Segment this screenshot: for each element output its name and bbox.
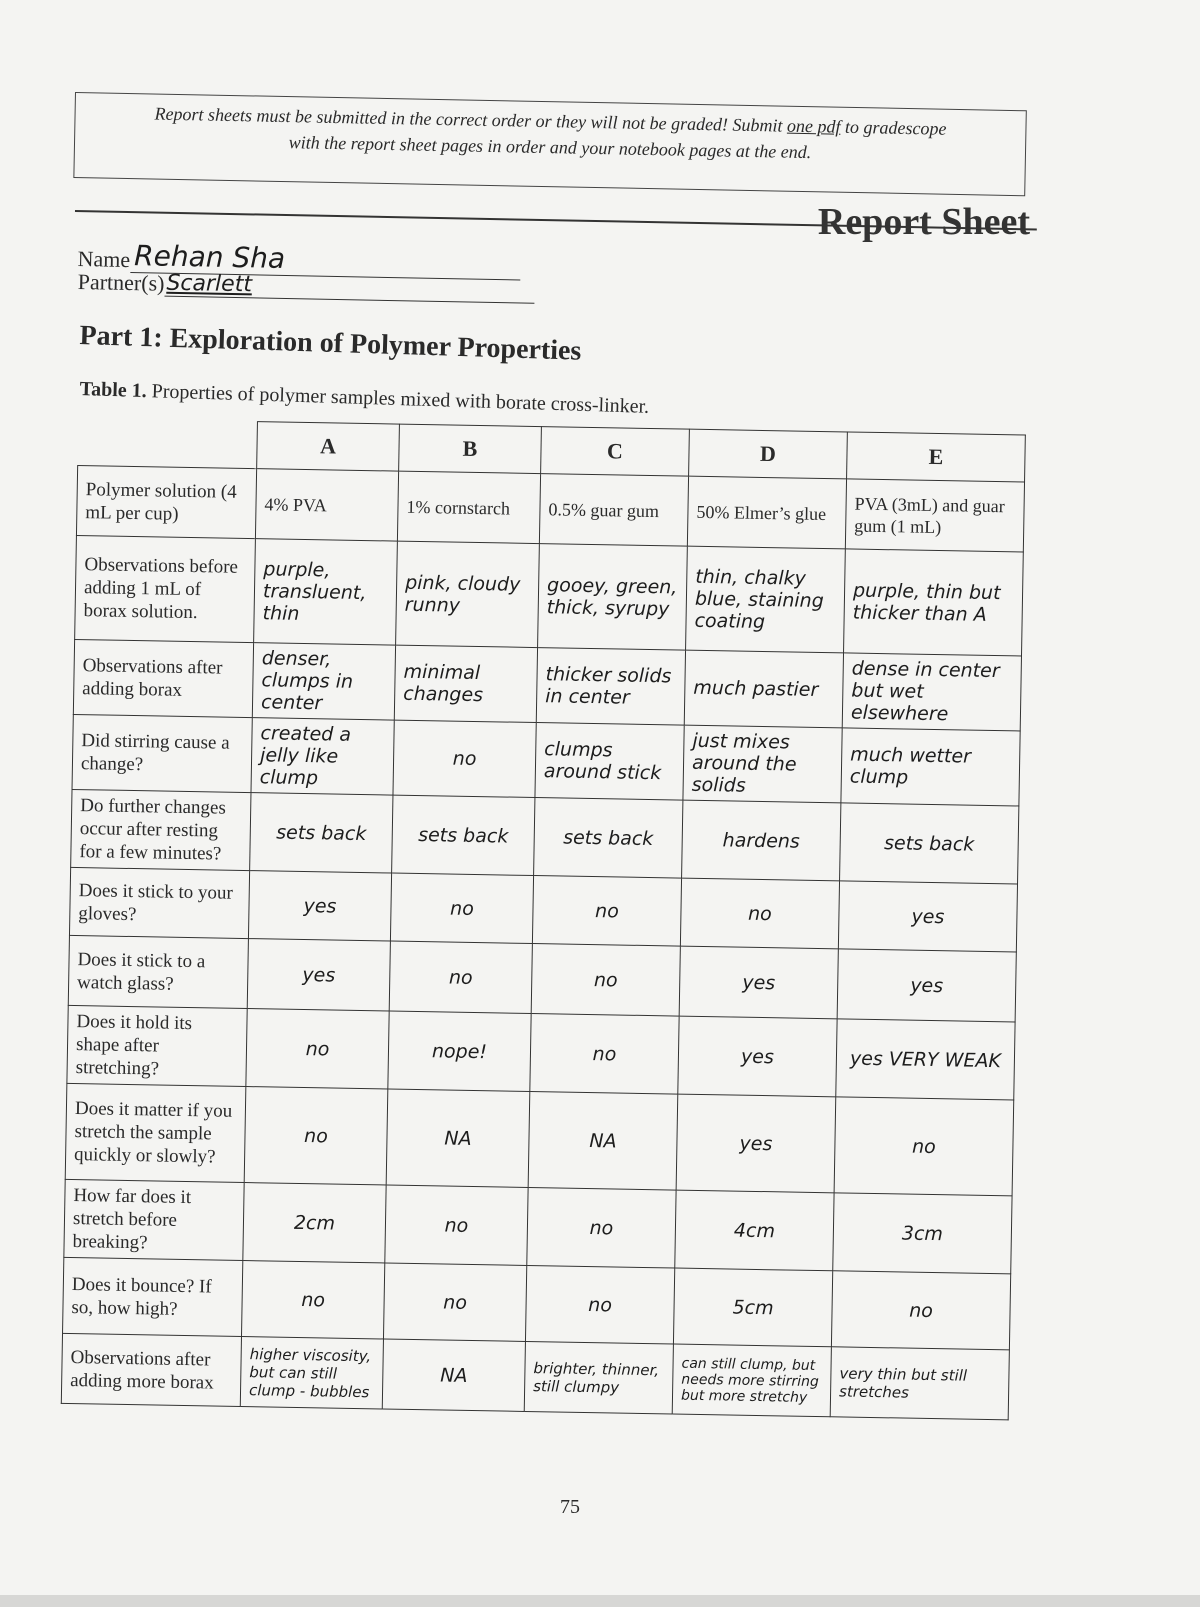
table-caption-text: Properties of polymer samples mixed with borate cross-linker. [146,380,650,418]
properties-table [61,418,1026,1420]
handwritten-cell: pink, cloudy runny [396,541,540,647]
handwritten-cell: no [530,1013,679,1094]
row-question: Does it stick to your gloves? [69,867,249,938]
handwritten-cell: no [241,1261,384,1339]
handwritten-cell: 2cm [243,1183,386,1263]
row-question: Does it bounce? If so, how high? [63,1257,243,1336]
handwritten-cell: hardens [682,800,841,881]
handwritten-cell: no [834,1097,1014,1196]
notice-line-2: with the report sheet pages in order and your notebook pages at the end. [288,132,812,163]
part-title: Part 1: Exploration of Polymer Properties [79,320,582,367]
name-value: Rehan Sha [133,239,286,275]
handwritten-cell: NA [382,1339,525,1411]
handwritten-cell: nope! [388,1011,531,1091]
table-row [65,1083,1014,1196]
partner-value: Scarlett [166,270,253,298]
handwritten-cell: no [385,1185,528,1265]
handwritten-cell: thin, chalky blue, staining coating [686,546,846,653]
handwritten-cell: minimal changes [394,645,537,722]
handwritten-cell: dense in center but wet elsewhere [842,653,1021,731]
column-header: B [399,424,542,473]
properties-table-wrapper [61,418,1026,1420]
handwritten-cell: no [525,1265,674,1344]
handwritten-cell: created a jelly like clump [251,718,394,795]
handwritten-cell: no [680,878,839,949]
handwritten-cell: no [383,1263,526,1341]
handwritten-cell: yes [247,939,390,1011]
handwritten-cell: no [393,720,536,797]
handwritten-cell: no [532,876,681,947]
handwritten-cell: yes [838,881,1017,952]
handwritten-cell: yes [248,871,391,941]
partner-line [164,270,534,304]
handwritten-cell: sets back [840,803,1019,884]
notice-text-a: Report sheets must be submitted in the correct order or they will not be graded! Submit [154,103,788,136]
table-caption-label: Table 1. [79,378,148,403]
row-question: Observations after adding borax [73,639,253,717]
handwritten-cell: no [831,1271,1010,1350]
row-question: Polymer solution (4 mL per cup) [76,466,256,539]
row-question: Does it stick to a watch glass? [68,935,248,1008]
table-cell: 0.5% guar gum [539,474,688,547]
notice-text-b: to gradescope [840,116,947,139]
row-question: Observations after adding more borax [61,1333,241,1406]
row-question: Does it hold its shape after stretching? [67,1005,247,1086]
handwritten-cell: higher viscosity, but can still clump - bubbles [240,1336,383,1408]
row-question: Do further changes occur after resting for a few minutes? [71,789,251,870]
table-row [75,535,1024,656]
handwritten-cell: 5cm [673,1268,832,1347]
handwritten-cell: no [527,1187,676,1268]
handwritten-cell: yes [837,949,1016,1022]
handwritten-cell: no [390,873,533,943]
handwritten-cell: 4cm [675,1190,834,1271]
handwritten-cell: NA [386,1089,530,1187]
handwritten-cell: yes [676,1094,836,1193]
handwritten-cell: very thin but still stretches [830,1347,1009,1420]
handwritten-cell: brighter, thinner, still clumpy [524,1341,673,1414]
column-header: D [689,429,848,479]
row-question: Observations before adding 1 mL of borax solution. [75,535,256,642]
table-cell: PVA (3mL) and guar gum (1 mL) [845,479,1024,552]
handwritten-cell: 3cm [833,1193,1012,1274]
column-header: E [847,432,1026,482]
column-header: C [541,427,690,477]
notice-underlined: one pdf [786,115,841,137]
column-header: A [257,422,400,471]
handwritten-cell: much wetter clump [841,728,1020,806]
scan-bottom-edge [0,1595,1200,1607]
handwritten-cell: denser, clumps in center [252,643,395,720]
handwritten-cell: gooey, green, thick, syrupy [538,544,688,651]
handwritten-cell: sets back [250,793,393,873]
table-caption [79,378,649,419]
handwritten-cell: yes [678,1016,837,1097]
handwritten-cell: sets back [534,798,683,879]
handwritten-cell: yes VERY WEAK [836,1019,1015,1100]
handwritten-cell: clumps around stick [535,723,684,801]
table-cell: 1% cornstarch [397,471,540,543]
handwritten-cell: purple, thin but thicker than A [844,549,1024,656]
handwritten-cell: yes [679,946,838,1019]
handwritten-cell: NA [528,1091,678,1190]
handwritten-cell: no [246,1009,389,1089]
partner-label: Partner(s) [77,268,165,296]
handwritten-cell: much pastier [684,650,843,728]
table-cell: 50% Elmer’s glue [687,476,846,549]
handwritten-cell: no [389,941,532,1013]
report-title: Report Sheet [817,201,1030,243]
handwritten-cell: sets back [392,795,535,875]
corner-cell [78,419,258,469]
submission-notice [73,92,1026,196]
handwritten-cell: can still clump, but needs more stirring but more stretchy [672,1344,831,1417]
row-question: Did stirring cause a change? [72,714,252,792]
handwritten-cell: purple, transluent, thin [254,539,398,645]
handwritten-cell: no [244,1087,388,1185]
row-question: How far does it stretch before breaking? [64,1179,244,1260]
table-cell: 4% PVA [255,469,398,541]
handwritten-cell: just mixes around the solids [683,725,842,803]
page-number: 75 [560,1496,580,1518]
name-label: Name [77,245,131,273]
handwritten-cell: thicker solids in center [536,648,685,726]
row-question: Does it matter if you stretch the sample quickly or slowly? [65,1083,246,1182]
handwritten-cell: no [531,944,680,1017]
